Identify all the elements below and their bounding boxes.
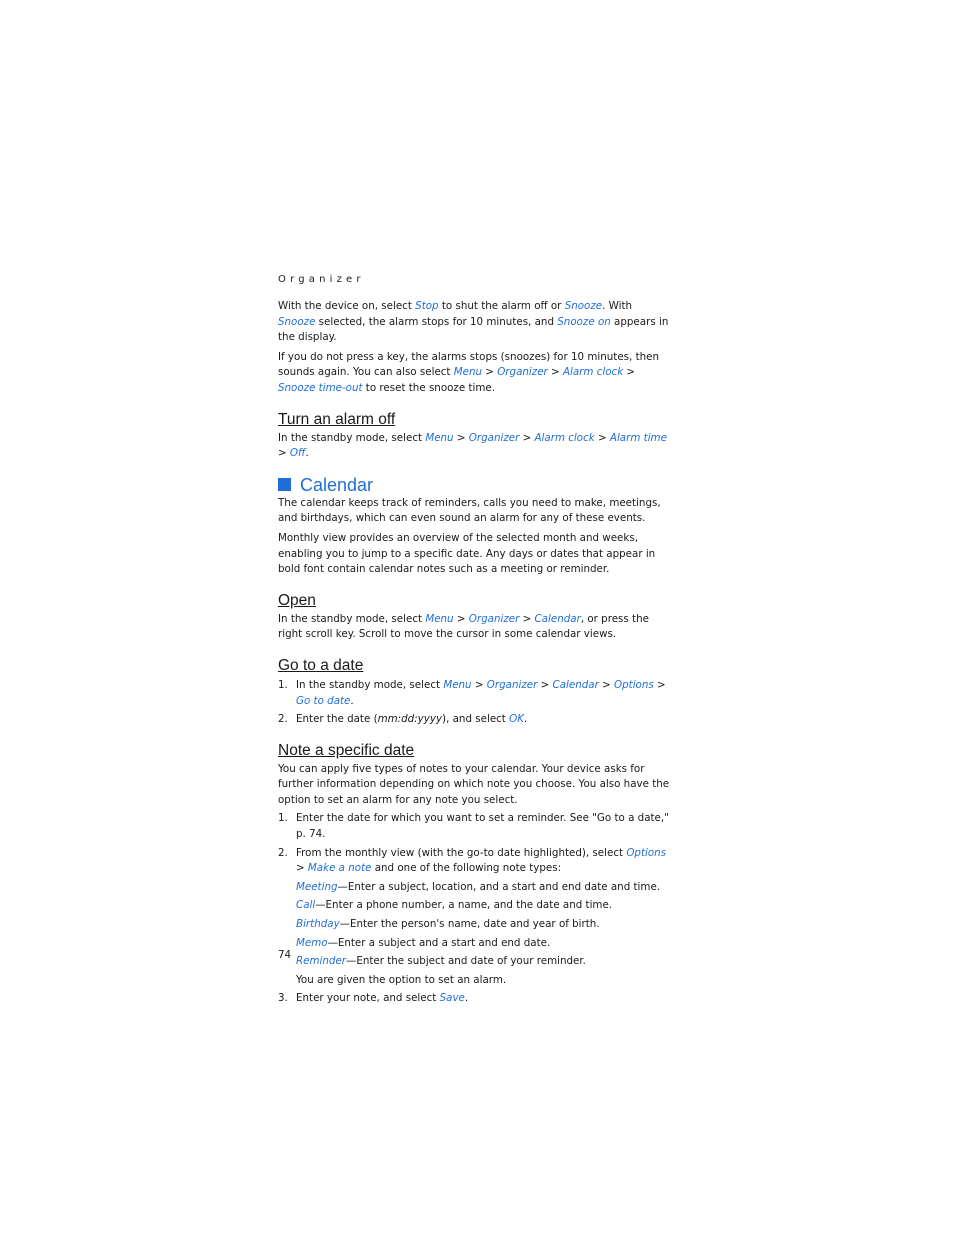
page-number: 74	[278, 949, 292, 961]
alarm-option-text: You are given the option to set an alarm.	[296, 973, 507, 986]
intro-paragraph-2: If you do not press a key, the alarms stops (snoozes) for 10 minutes, then sounds again. You can also select Menu > Organizer > Alarm clock > Snooze time-out to reset the snooze time.	[278, 350, 660, 394]
note-type-memo: Memo—Enter a subject and a start and end date.	[296, 936, 551, 949]
ui-term: Organizer	[497, 366, 548, 379]
ui-term: Organizer	[486, 678, 538, 691]
list-item: 1. In the standby mode, select Menu > Organizer > Calendar > Options > Go to date.	[278, 678, 666, 707]
ui-term: Menu	[425, 612, 454, 625]
ui-term: Alarm time	[609, 431, 667, 444]
section-square-icon	[278, 478, 291, 491]
list-item: 2. Enter the date (mm:dd:yyyy), and select OK.	[278, 713, 528, 726]
manual-page	[278, 274, 670, 1007]
ui-term: Options	[626, 846, 667, 859]
ui-term: Off	[289, 447, 306, 460]
calendar-paragraph-1: The calendar keeps track of reminders, calls you need to make, meetings, and birthdays, which can even sound an alarm for any of these events.	[278, 496, 661, 525]
go-to-date-steps	[278, 678, 670, 728]
note-type-call: Call—Enter a phone number, a name, and the date and time.	[296, 899, 613, 912]
go-to-date-heading: Go to a date	[278, 656, 364, 674]
calendar-heading-text: Calendar	[300, 474, 374, 495]
turn-alarm-off-text: In the standby mode, select Menu > Organizer > Alarm clock > Alarm time > Off.	[278, 431, 667, 460]
note-date-heading: Note a specific date	[278, 741, 415, 759]
ui-term: Menu	[443, 678, 472, 691]
ui-term: Snooze	[278, 315, 316, 328]
ui-term: Snooze on	[557, 315, 611, 328]
ui-term: Organizer	[468, 431, 520, 444]
ui-term: Calendar	[552, 678, 599, 691]
note-type-reminder: Reminder—Enter the subject and date of your reminder.	[296, 955, 586, 968]
ui-term: Go to date	[296, 694, 351, 707]
list-item: 2. From the monthly view (with the go-to date highlighted), select Options > Make a note and one of the following note types: Meeting—Enter a subject, location, and a start and end date and time. Call—Enter a phone number, a name, and the date and time. Birthday—Enter the person's name, date and year of birth. Memo—Enter a subject and a start and end date. Reminder—Enter the subject and date of your reminder. You are given the option to set an alarm.	[278, 846, 670, 989]
ui-term: Options	[614, 678, 654, 691]
note-date-steps	[278, 811, 670, 1007]
ui-term: Make a note	[307, 862, 372, 875]
ui-term: Organizer	[468, 612, 520, 625]
ui-term: Snooze	[564, 300, 603, 312]
list-item: 3. Enter your note, and select Save.	[278, 992, 469, 1005]
ui-term: Menu	[453, 366, 483, 379]
ui-term: Alarm clock	[534, 431, 595, 444]
intro-paragraph-1: With the device on, select Stop to shut the alarm off or Snooze. With Snooze selected, the alarm stops for 10 minutes, and Snooze on appears in the display.	[278, 300, 669, 344]
calendar-heading	[278, 475, 670, 495]
list-item: 1. Enter the date for which you want to set a reminder. See "Go to a date," p. 74.	[278, 812, 669, 841]
note-type-birthday: Birthday—Enter the person's name, date and year of birth.	[296, 918, 600, 931]
turn-alarm-off-heading: Turn an alarm off	[278, 410, 396, 428]
ui-term: Stop	[415, 300, 439, 312]
note-type-meeting: Meeting—Enter a subject, location, and a start and end date and time.	[296, 880, 661, 893]
calendar-paragraph-2: Monthly view provides an overview of the selected month and weeks, enabling you to jump to a specific date. Any days or dates that appear in bold font contain calendar notes such as a meeting or reminder.	[278, 531, 656, 576]
note-date-paragraph: You can apply five types of notes to your calendar. Your device asks for further information depending on which note you choose. You also have the option to set an alarm for any note you select.	[278, 762, 670, 806]
ui-term: Save	[439, 992, 465, 1005]
ui-term: Snooze time-out	[278, 381, 363, 394]
running-header: Organizer	[278, 274, 365, 285]
ui-term: OK	[509, 713, 524, 726]
ui-term: Calendar	[534, 612, 581, 625]
ui-term: Alarm clock	[562, 366, 624, 379]
ui-term: Menu	[425, 431, 454, 444]
open-heading: Open	[278, 591, 316, 609]
open-text: In the standby mode, select Menu > Organizer > Calendar, or press the right scroll key. Scroll to move the cursor in some calendar views.	[278, 612, 649, 641]
